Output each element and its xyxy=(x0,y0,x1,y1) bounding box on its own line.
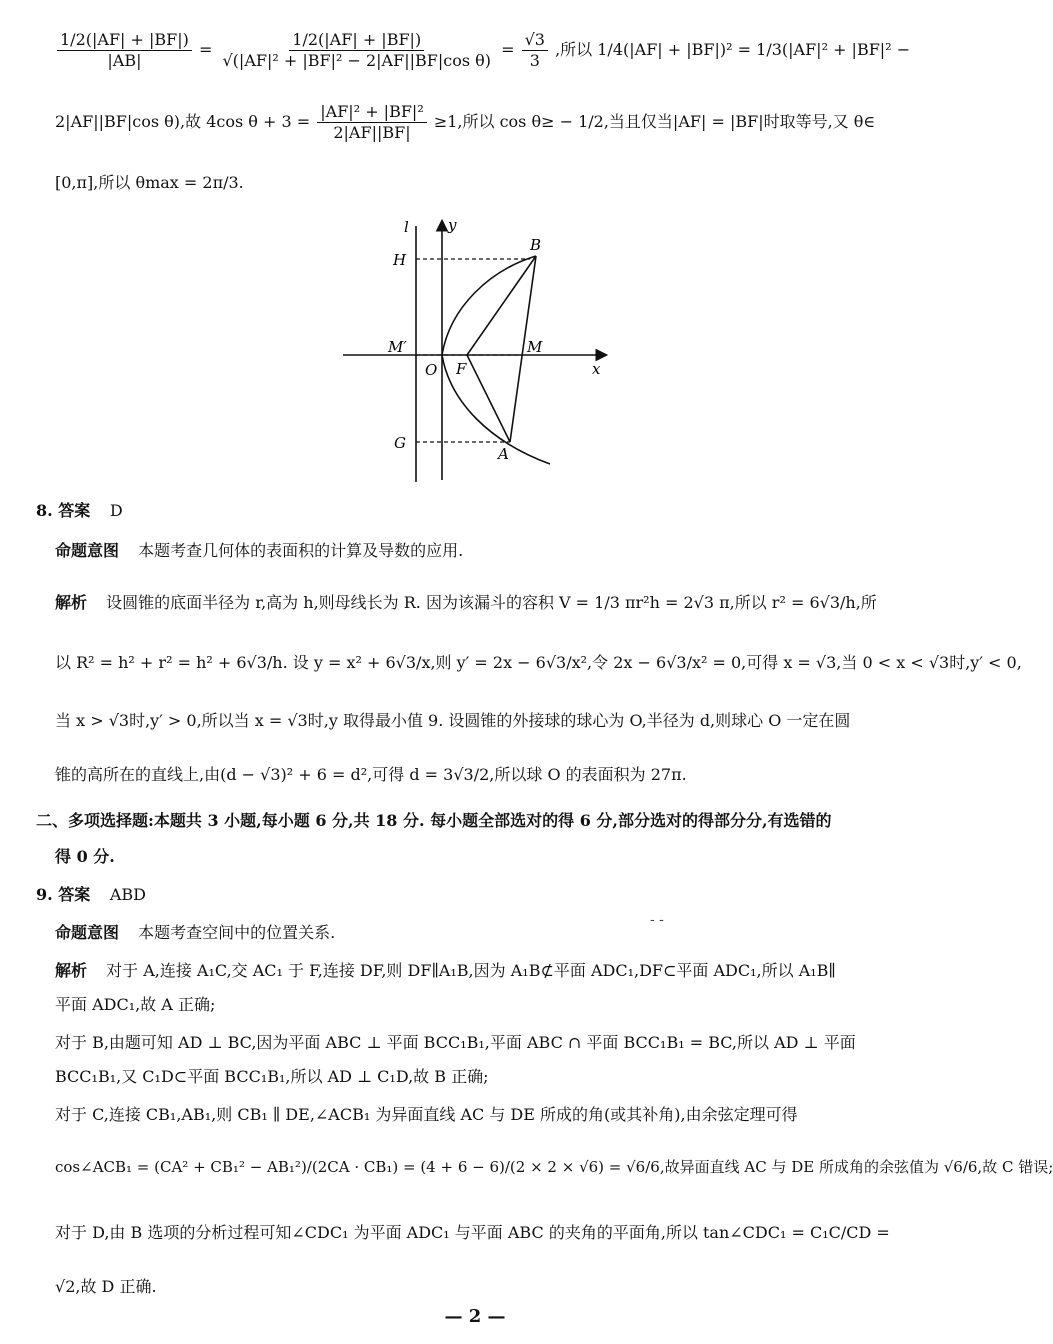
q9-analysis-line-7: 对于 D,由 B 选项的分析过程可知∠CDC₁ 为平面 ADC₁ 与平面 ABC 的夹角的平面角,所以 tan∠CDC₁ = C₁C/CD = xyxy=(55,1223,890,1242)
label-l: l xyxy=(404,218,409,236)
fraction-4-num: |AF|² + |BF|² xyxy=(317,102,426,123)
parabola-figure xyxy=(340,212,610,482)
q9-intent-line xyxy=(55,922,920,944)
q8-analysis-line-3: 当 x > √3时,y′ > 0,所以当 x = √3时,y 取得最小值 9. 设圆锥的外接球的球心为 O,半径为 d,则球心 O 一定在圆 xyxy=(55,711,851,730)
q9-analysis-line-3: 对于 B,由题可知 AD ⊥ BC,因为平面 ABC ⊥ 平面 BCC₁B₁,平面 ABC ∩ 平面 BCC₁B₁ = BC,所以 AD ⊥ 平面 xyxy=(55,1033,856,1052)
q9-analysis-text-1: 对于 A,连接 A₁C,交 AC₁ 于 F,连接 DF,则 DF∥A₁B,因为 A₁B⊄平面 ADC₁,DF⊂平面 ADC₁,所以 A₁B∥ xyxy=(106,961,836,980)
q8-analysis-line-4: 锥的高所在的直线上,由(d − √3)² + 6 = d²,可得 d = 3√3/2,所以球 O 的表面积为 27π. xyxy=(55,765,687,784)
label-x: x xyxy=(592,360,601,378)
top-equation-line-2 xyxy=(55,102,920,143)
label-F: F xyxy=(456,360,467,378)
label-y: y xyxy=(448,216,457,234)
q9-analysis-line-1 xyxy=(55,960,920,982)
q8-analysis-label: 解析 xyxy=(55,593,88,612)
equals-sign: = xyxy=(198,40,213,59)
line-2-suffix: ≥1,所以 cos θ≥ − 1/2,当且仅当|AF| = |BF|时取等号,又 θ∈ xyxy=(433,112,876,131)
label-M: M xyxy=(527,338,543,356)
fraction-2-num: 1/2(|AF| + |BF|) xyxy=(289,30,424,51)
q8-analysis-text-1: 设圆锥的底面半径为 r,高为 h,则母线长为 R. 因为该漏斗的容积 V = 1/3 πr²h = 2√3 π,所以 r² = 6√3/h,所 xyxy=(106,593,877,612)
fraction-1-num: 1/2(|AF| + |BF|) xyxy=(57,30,192,51)
fraction-3-num: √3 xyxy=(522,30,548,51)
q9-analysis-line-2: 平面 ADC₁,故 A 正确; xyxy=(55,995,216,1014)
section-2-heading-cont: 得 0 分. xyxy=(55,847,115,866)
q8-intent-label: 命题意图 xyxy=(55,541,120,560)
label-Mprime: M′ xyxy=(388,338,407,356)
fraction-1-den: |AB| xyxy=(107,51,142,70)
q8-answer-value: D xyxy=(109,501,123,520)
q9-analysis-line-6: cos∠ACB₁ = (CA² + CB₁² − AB₁²)/(2CA · CB₁) = (4 + 6 − 6)/(2 × 2 × √6) = √6/6,故异面直线 AC 与 DE 所成角的余弦值为 √6/6,故 C 错误; xyxy=(55,1158,1053,1176)
fraction-2 xyxy=(219,30,494,71)
page-number: — 2 — xyxy=(444,1306,506,1327)
q9-intent-text: 本题考查空间中的位置关系. xyxy=(138,923,336,942)
q8-intent-text: 本题考查几何体的表面积的计算及导数的应用. xyxy=(138,541,464,560)
label-B: B xyxy=(530,236,542,254)
fraction-4 xyxy=(317,102,426,143)
top-equation-line-1 xyxy=(55,30,920,71)
equation-1-tail: ,所以 1/4(|AF| + |BF|)² = 1/3(|AF|² + |BF|² − xyxy=(555,40,911,59)
q9-analysis-line-8: √2,故 D 正确. xyxy=(55,1277,157,1296)
q9-answer-line xyxy=(36,884,920,906)
q9-answer-label: 9. 答案 xyxy=(36,885,91,904)
q8-analysis-line-1 xyxy=(55,592,920,614)
stray-mark: ‑ ‑ xyxy=(650,912,664,928)
fraction-2-den: √(|AF|² + |BF|² − 2|AF||BF|cos θ) xyxy=(222,51,492,70)
fraction-3-den: 3 xyxy=(529,51,540,70)
label-G: G xyxy=(394,434,406,452)
label-H: H xyxy=(393,251,407,269)
q8-answer-label: 8. 答案 xyxy=(36,501,91,520)
line-2-prefix: 2|AF||BF|cos θ),故 4cos θ + 3 = xyxy=(55,112,311,131)
section-2-heading: 二、多项选择题:本题共 3 小题,每小题 6 分,共 18 分. 每小题全部选对的得 6 分,部分选对的得部分分,有选错的 xyxy=(36,811,832,830)
q9-intent-label: 命题意图 xyxy=(55,923,120,942)
q9-answer-value: ABD xyxy=(109,885,146,904)
q9-analysis-label: 解析 xyxy=(55,961,88,980)
fraction-4-den: 2|AF||BF| xyxy=(333,123,411,142)
label-A: A xyxy=(498,445,509,463)
fraction-1 xyxy=(57,30,192,71)
q9-analysis-line-5: 对于 C,连接 CB₁,AB₁,则 CB₁ ∥ DE,∠ACB₁ 为异面直线 AC 与 DE 所成的角(或其补角),由余弦定理可得 xyxy=(55,1105,798,1124)
label-O: O xyxy=(425,361,438,379)
fraction-3 xyxy=(522,30,548,71)
equals-sign: = xyxy=(501,40,515,59)
q8-intent-line xyxy=(55,540,920,562)
top-line-3: [0,π],所以 θmax = 2π/3. xyxy=(55,173,244,192)
q8-analysis-line-2: 以 R² = h² + r² = h² + 6√3/h. 设 y = x² + 6√3/x,则 y′ = 2x − 6√3/x²,令 2x − 6√3/x² = 0,可得 x = √3,当 0 < x < √3时,y′ < 0, xyxy=(55,653,1022,672)
q8-answer-line xyxy=(36,500,920,522)
q9-analysis-line-4: BCC₁B₁,又 C₁D⊂平面 BCC₁B₁,所以 AD ⊥ C₁D,故 B 正确; xyxy=(55,1067,489,1086)
